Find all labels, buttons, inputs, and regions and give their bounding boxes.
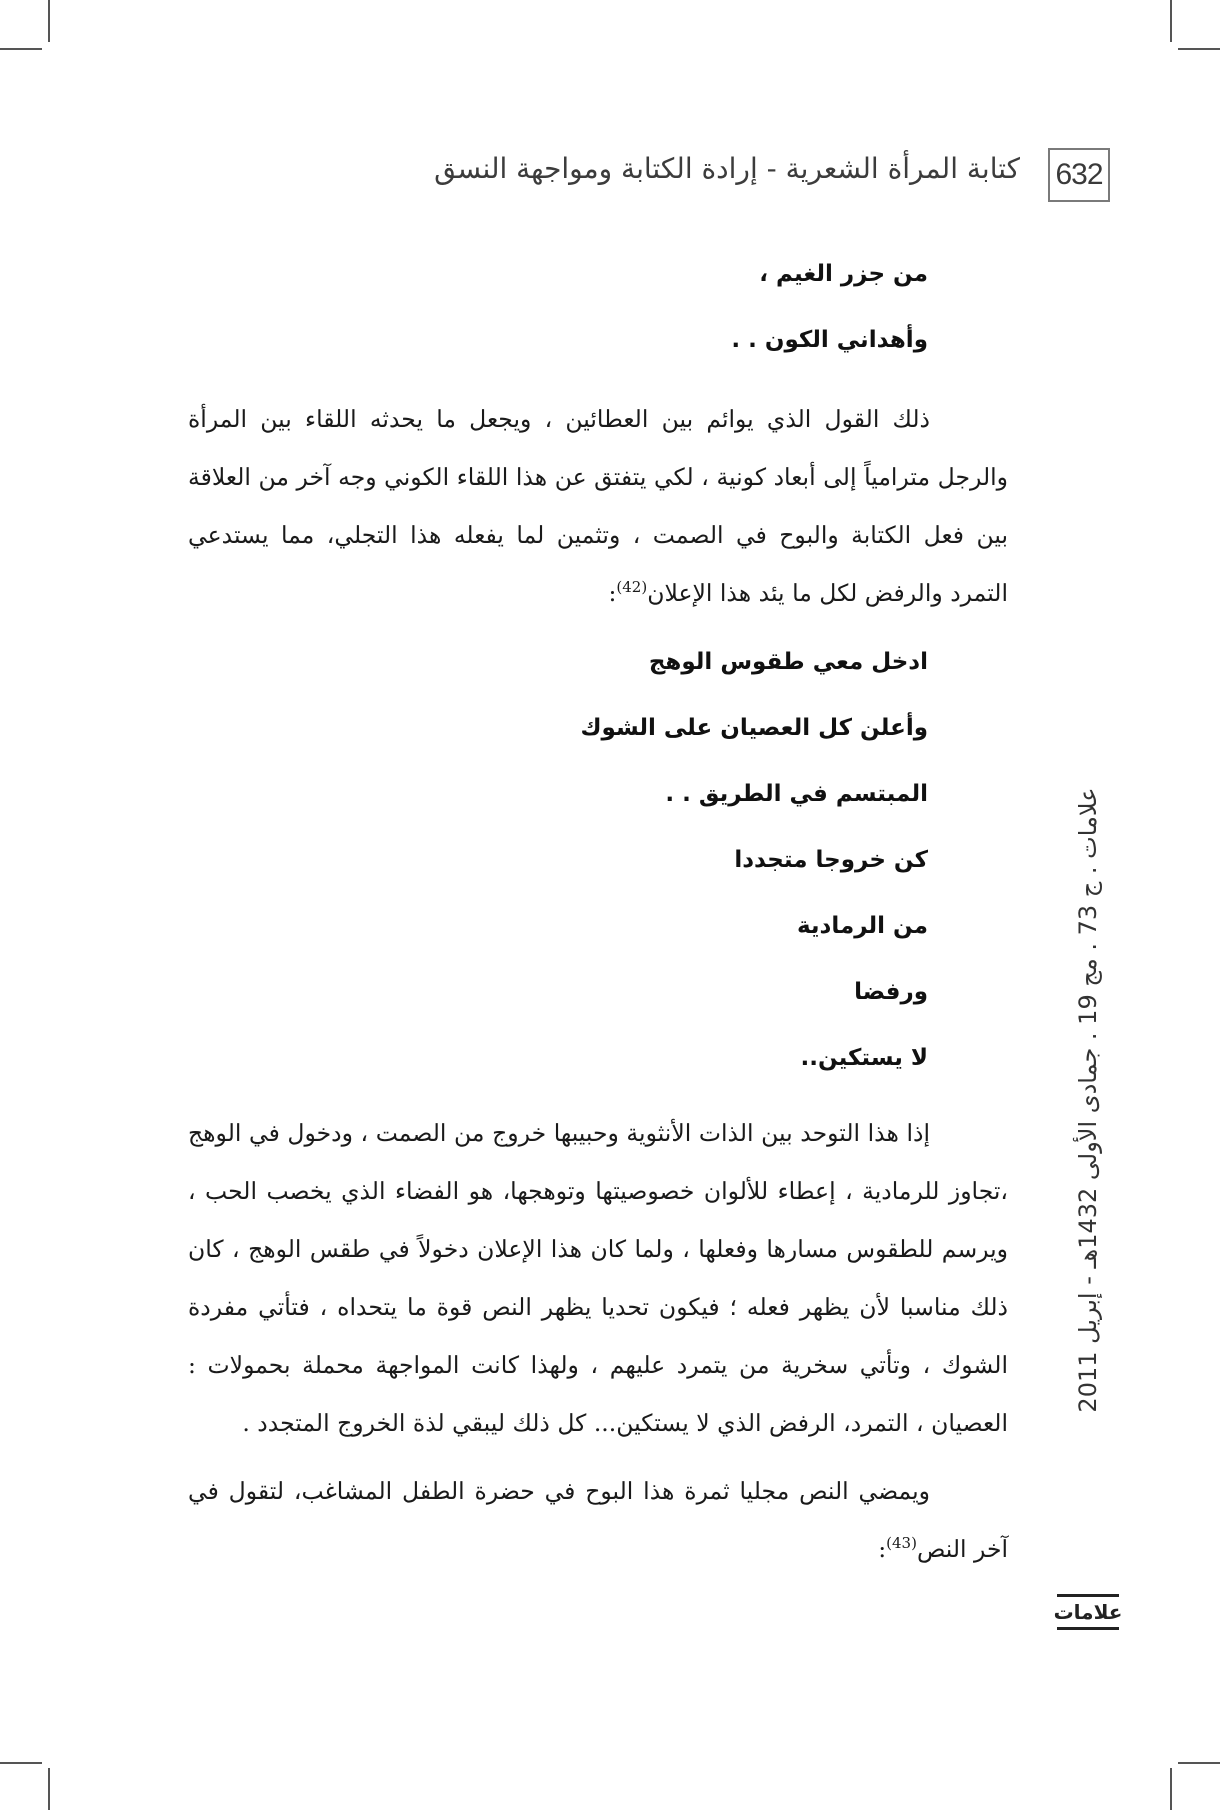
- poem-line: لا يستكين..: [800, 1045, 928, 1071]
- poem-line: ادخل معي طقوس الوهج: [648, 649, 928, 675]
- crop-mark: [1170, 1768, 1172, 1810]
- poem-line: من الرمادية: [796, 913, 928, 939]
- poem-line: وأعلن كل العصيان على الشوك: [580, 715, 928, 741]
- crop-mark: [1170, 0, 1172, 42]
- running-title: كتابة المرأة الشعرية - إرادة الكتابة ومواجهة النسق: [434, 152, 1020, 185]
- poem-excerpt-1: [188, 248, 1008, 380]
- journal-citation: علامات . ج 73 . مج 19 . جمادى الأولى 1432هـ - إبريل 2011: [1074, 787, 1102, 1413]
- crop-mark: [48, 0, 50, 42]
- footnote-ref: (42): [616, 578, 648, 597]
- paragraph-colon: :: [878, 1535, 887, 1563]
- paragraph-1: [188, 390, 1008, 622]
- poem-line: كن خروجا متجددا: [734, 847, 928, 873]
- page-body: [188, 248, 1008, 1578]
- crop-mark: [0, 1762, 42, 1764]
- journal-logo: [1055, 1592, 1121, 1632]
- poem-line: من جزر الغيم ،: [759, 261, 928, 287]
- poem-excerpt-2: [188, 636, 1008, 1098]
- logo-rule: [1057, 1627, 1119, 1630]
- paragraph-2: إذا هذا التوحد بين الذات الأنثوية وحبيبها خروج من الصمت ، ودخول في الوهج ،تجاوز للرمادية ، إعطاء للألوان خصوصيتها وتوهجها، هو الفضاء الذي يخصب الحب ، ويرسم للطقوس مسارها وفعلها ، ولما كان هذا الإعلان دخولاً في طقس الوهج ، كان ذلك مناسبا لأن يظهر فعله ؛ فيكون تحديا يظهر النص قوة ما يتحداه ، فتأتي مفردة الشوك ، وتأتي سخرية من يتمرد عليهم ، ولهذا كانت المواجهة محملة بحمولات : العصيان ، التمرد، الرفض الذي لا يستكين... كل ذلك ليبقي لذة الخروج المتجدد .: [188, 1119, 1008, 1437]
- poem-line: المبتسم في الطريق . .: [665, 781, 928, 807]
- page-header: [170, 148, 1110, 204]
- logo-rule: [1057, 1594, 1119, 1597]
- crop-mark: [48, 1768, 50, 1810]
- poem-line: وأهداني الكون . .: [731, 327, 928, 353]
- crop-mark: [1178, 48, 1220, 50]
- crop-mark: [1178, 1762, 1220, 1764]
- journal-logo-text: علامات: [1053, 1600, 1123, 1624]
- paragraph-3: [188, 1462, 1008, 1578]
- paragraph-colon: :: [608, 579, 617, 607]
- crop-mark: [0, 48, 42, 50]
- footnote-ref: (43): [886, 1534, 917, 1553]
- poem-line: ورفضا: [854, 979, 928, 1005]
- paragraph-text: ذلك القول الذي يوائم بين العطائين ، ويجعل ما يحدثه اللقاء بين المرأة والرجل مترامياً إلى أبعاد كونية ، لكي يتفتق عن هذا اللقاء الكوني وجه آخر من العلاقة بين فعل الكتابة والبوح في الصمت ، وتثمين لما يفعله هذا التجلي، مما يستدعي التمرد والرفض لكل ما يئد هذا الإعلان: [188, 405, 1008, 607]
- page-number: 632: [1048, 148, 1110, 202]
- paragraph-text: ويمضي النص مجليا ثمرة هذا البوح في حضرة الطفل المشاغب، لتقول في آخر النص: [188, 1477, 1008, 1563]
